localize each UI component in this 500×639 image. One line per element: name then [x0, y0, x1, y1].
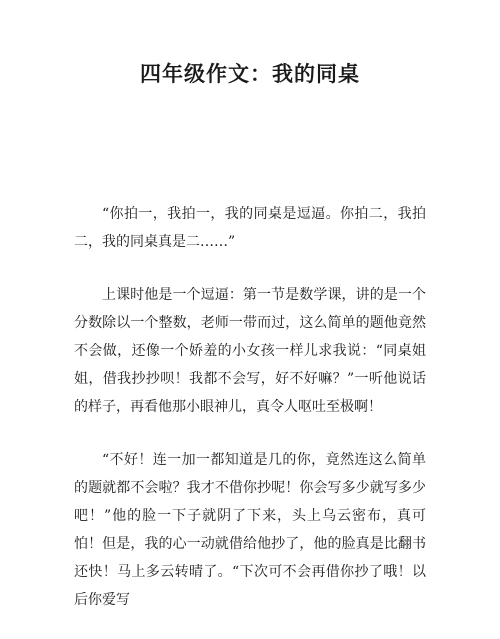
document-body — [74, 200, 426, 639]
paragraph-3: “不好！连一加一都知道是几的你，竟然连这么简单的题就都不会啦？我才不借你抄呢！你会写多少就写多少吧！”他的脸一下子就阴了下来，头上乌云密布，真可怕！但是，我的心一动就借给他抄了，他的脸真是比翻书还快！马上多云转晴了。“下次可不会再借你抄了哦！以后你爱写 — [74, 452, 426, 608]
paragraph-1: “你拍一，我拍一，我的同桌是逗逼。你拍二，我拍二，我的同桌真是二……” — [74, 206, 426, 250]
document-title: 四年级作文：我的同桌 — [140, 61, 360, 86]
paragraph-2: 上课时他是一个逗逼：第一节是数学课，讲的是一个分数除以一个整数，老师一带而过，这么简单的题他竟然不会做，还像一个娇羞的小女孩一样儿求我说：“同桌姐姐，借我抄抄呗！我都不会写，好不好嘛？”一听他说话的样子，再看他那小眼神儿，真令人呕吐至极啊！ — [74, 287, 426, 415]
